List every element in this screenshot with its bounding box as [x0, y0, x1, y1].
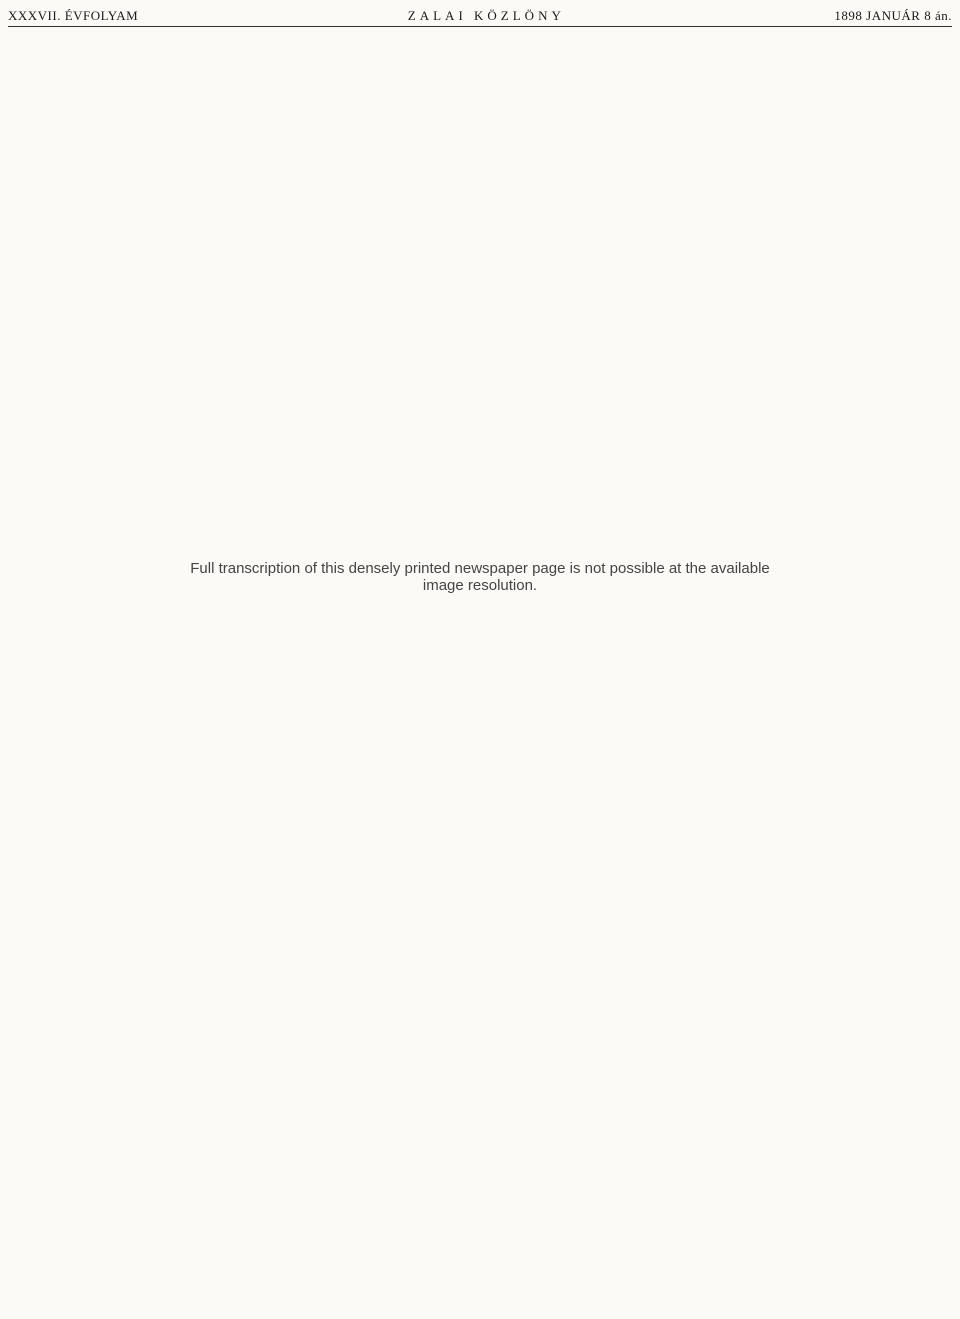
resolution-notice: Full transcription of this densely printed newspaper page is not possible at the available image resolution. [190, 560, 770, 594]
issue-date: 1898 JANUÁR 8 án. [834, 8, 952, 23]
running-head [8, 6, 952, 27]
masthead-title: ZALAI KÖZLÖNY [407, 8, 565, 23]
volume-label: XXXVII. ÉVFOLYAM [8, 8, 139, 23]
